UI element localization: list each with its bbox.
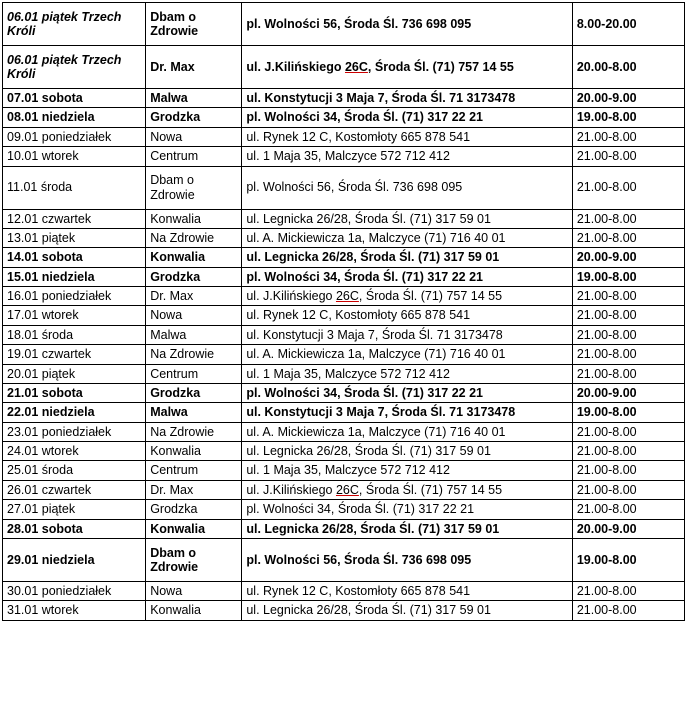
cell-pharmacy-name: Grodzka bbox=[146, 500, 242, 519]
table-row bbox=[3, 287, 685, 306]
cell-address: pl. Wolności 56, Środa Śl. 736 698 095 bbox=[242, 538, 572, 581]
cell-pharmacy-name: Na Zdrowie bbox=[146, 345, 242, 364]
cell-address: ul. Legnicka 26/28, Środa Śl. (71) 317 59 01 bbox=[242, 209, 572, 228]
table-row bbox=[3, 306, 685, 325]
cell-date: 22.01 niedziela bbox=[3, 403, 146, 422]
cell-date: 10.01 wtorek bbox=[3, 147, 146, 166]
cell-hours: 21.00-8.00 bbox=[572, 228, 684, 247]
table-row bbox=[3, 383, 685, 402]
table-row bbox=[3, 461, 685, 480]
schedule-table-body bbox=[3, 3, 685, 621]
table-row bbox=[3, 127, 685, 146]
cell-hours: 21.00-8.00 bbox=[572, 147, 684, 166]
cell-address: ul. Rynek 12 C, Kostomłoty 665 878 541 bbox=[242, 306, 572, 325]
cell-address: ul. Legnicka 26/28, Środa Śl. (71) 317 59 01 bbox=[242, 601, 572, 620]
cell-address: ul. Konstytucji 3 Maja 7, Środa Śl. 71 3173478 bbox=[242, 403, 572, 422]
cell-pharmacy-name: Centrum bbox=[146, 461, 242, 480]
cell-hours: 20.00-8.00 bbox=[572, 46, 684, 89]
cell-date: 08.01 niedziela bbox=[3, 108, 146, 127]
cell-date: 16.01 poniedziałek bbox=[3, 287, 146, 306]
cell-date: 28.01 sobota bbox=[3, 519, 146, 538]
address-prefix: ul. J.Kilińskiego bbox=[246, 289, 336, 303]
cell-address: ul. 1 Maja 35, Malczyce 572 712 412 bbox=[242, 461, 572, 480]
cell-hours: 8.00-20.00 bbox=[572, 3, 684, 46]
cell-pharmacy-name: Grodzka bbox=[146, 267, 242, 286]
cell-pharmacy-name: Dr. Max bbox=[146, 480, 242, 499]
cell-hours: 19.00-8.00 bbox=[572, 538, 684, 581]
table-row bbox=[3, 519, 685, 538]
cell-hours: 21.00-8.00 bbox=[572, 306, 684, 325]
table-row bbox=[3, 364, 685, 383]
cell-date: 23.01 poniedziałek bbox=[3, 422, 146, 441]
table-row bbox=[3, 601, 685, 620]
cell-address: ul. Konstytucji 3 Maja 7, Środa Śl. 71 3173478 bbox=[242, 89, 572, 108]
cell-address: pl. Wolności 34, Środa Śl. (71) 317 22 21 bbox=[242, 383, 572, 402]
cell-pharmacy-name: Dbam o Zdrowie bbox=[146, 538, 242, 581]
cell-date: 27.01 piątek bbox=[3, 500, 146, 519]
table-row bbox=[3, 581, 685, 600]
cell-hours: 21.00-8.00 bbox=[572, 480, 684, 499]
cell-date: 29.01 niedziela bbox=[3, 538, 146, 581]
cell-hours: 20.00-9.00 bbox=[572, 248, 684, 267]
cell-pharmacy-name: Grodzka bbox=[146, 108, 242, 127]
address-prefix: ul. J.Kilińskiego bbox=[246, 482, 336, 497]
cell-hours: 21.00-8.00 bbox=[572, 422, 684, 441]
cell-hours: 21.00-8.00 bbox=[572, 325, 684, 344]
cell-date: 17.01 wtorek bbox=[3, 306, 146, 325]
table-row bbox=[3, 3, 685, 46]
cell-date: 30.01 poniedziałek bbox=[3, 581, 146, 600]
cell-address: ul. A. Mickiewicza 1a, Malczyce (71) 716 40 01 bbox=[242, 345, 572, 364]
cell-address: ul. Konstytucji 3 Maja 7, Środa Śl. 71 3173478 bbox=[242, 325, 572, 344]
cell-address: ul. Legnicka 26/28, Środa Śl. (71) 317 59 01 bbox=[242, 248, 572, 267]
cell-address bbox=[242, 46, 572, 89]
cell-address: ul. Rynek 12 C, Kostomłoty 665 878 541 bbox=[242, 581, 572, 600]
cell-pharmacy-name: Malwa bbox=[146, 403, 242, 422]
cell-hours: 21.00-8.00 bbox=[572, 287, 684, 306]
table-row bbox=[3, 228, 685, 247]
cell-date: 14.01 sobota bbox=[3, 248, 146, 267]
cell-hours: 21.00-8.00 bbox=[572, 601, 684, 620]
table-row bbox=[3, 209, 685, 228]
cell-pharmacy-name: Dr. Max bbox=[146, 46, 242, 89]
cell-pharmacy-name: Centrum bbox=[146, 364, 242, 383]
table-row bbox=[3, 248, 685, 267]
cell-hours: 21.00-8.00 bbox=[572, 442, 684, 461]
table-row bbox=[3, 345, 685, 364]
cell-pharmacy-name: Konwalia bbox=[146, 248, 242, 267]
schedule-table bbox=[2, 2, 685, 621]
address-suffix: , Środa Śl. (71) 757 14 55 bbox=[358, 482, 503, 497]
cell-hours: 20.00-9.00 bbox=[572, 519, 684, 538]
table-row bbox=[3, 480, 685, 499]
table-row bbox=[3, 89, 685, 108]
cell-hours: 21.00-8.00 bbox=[572, 500, 684, 519]
table-row bbox=[3, 538, 685, 581]
cell-hours: 21.00-8.00 bbox=[572, 461, 684, 480]
cell-hours: 20.00-9.00 bbox=[572, 383, 684, 402]
table-row bbox=[3, 442, 685, 461]
cell-pharmacy-name: Nowa bbox=[146, 581, 242, 600]
cell-address: ul. Rynek 12 C, Kostomłoty 665 878 541 bbox=[242, 127, 572, 146]
cell-address: pl. Wolności 56, Środa Śl. 736 698 095 bbox=[242, 3, 572, 46]
cell-pharmacy-name: Dbam o Zdrowie bbox=[146, 3, 242, 46]
cell-pharmacy-name: Konwalia bbox=[146, 442, 242, 461]
cell-pharmacy-name: Na Zdrowie bbox=[146, 422, 242, 441]
cell-pharmacy-name: Konwalia bbox=[146, 209, 242, 228]
cell-address: ul. 1 Maja 35, Malczyce 572 712 412 bbox=[242, 147, 572, 166]
cell-address: pl. Wolności 34, Środa Śl. (71) 317 22 21 bbox=[242, 267, 572, 286]
cell-pharmacy-name: Konwalia bbox=[146, 601, 242, 620]
cell-date: 13.01 piątek bbox=[3, 228, 146, 247]
table-row bbox=[3, 147, 685, 166]
table-row bbox=[3, 500, 685, 519]
table-row bbox=[3, 166, 685, 209]
table-row bbox=[3, 422, 685, 441]
cell-hours: 21.00-8.00 bbox=[572, 581, 684, 600]
cell-hours: 21.00-8.00 bbox=[572, 166, 684, 209]
cell-hours: 21.00-8.00 bbox=[572, 364, 684, 383]
cell-pharmacy-name: Nowa bbox=[146, 127, 242, 146]
cell-pharmacy-name: Nowa bbox=[146, 306, 242, 325]
cell-address: ul. A. Mickiewicza 1a, Malczyce (71) 716 40 01 bbox=[242, 422, 572, 441]
cell-pharmacy-name: Malwa bbox=[146, 325, 242, 344]
table-row bbox=[3, 108, 685, 127]
cell-address: pl. Wolności 34, Środa Śl. (71) 317 22 21 bbox=[242, 500, 572, 519]
cell-hours: 20.00-9.00 bbox=[572, 89, 684, 108]
cell-date: 06.01 piątek Trzech Króli bbox=[3, 46, 146, 89]
table-row bbox=[3, 325, 685, 344]
cell-date: 31.01 wtorek bbox=[3, 601, 146, 620]
cell-address bbox=[242, 287, 572, 306]
cell-date: 24.01 wtorek bbox=[3, 442, 146, 461]
cell-address bbox=[242, 480, 572, 499]
cell-date: 06.01 piątek Trzech Króli bbox=[3, 3, 146, 46]
cell-address: ul. Legnicka 26/28, Środa Śl. (71) 317 59 01 bbox=[242, 442, 572, 461]
cell-pharmacy-name: Centrum bbox=[146, 147, 242, 166]
cell-address: ul. Legnicka 26/28, Środa Śl. (71) 317 59 01 bbox=[242, 519, 572, 538]
cell-date: 20.01 piątek bbox=[3, 364, 146, 383]
address-highlight: 26C bbox=[335, 482, 359, 497]
cell-date: 25.01 środa bbox=[3, 461, 146, 480]
cell-date: 26.01 czwartek bbox=[3, 480, 146, 499]
cell-pharmacy-name: Dbam o Zdrowie bbox=[146, 166, 242, 209]
cell-hours: 19.00-8.00 bbox=[572, 108, 684, 127]
cell-date: 15.01 niedziela bbox=[3, 267, 146, 286]
table-row bbox=[3, 267, 685, 286]
table-row bbox=[3, 403, 685, 422]
cell-address: ul. 1 Maja 35, Malczyce 572 712 412 bbox=[242, 364, 572, 383]
cell-date: 19.01 czwartek bbox=[3, 345, 146, 364]
cell-pharmacy-name: Malwa bbox=[146, 89, 242, 108]
address-suffix: , Środa Śl. (71) 757 14 55 bbox=[358, 289, 503, 303]
table-row bbox=[3, 46, 685, 89]
cell-hours: 21.00-8.00 bbox=[572, 127, 684, 146]
cell-date: 21.01 sobota bbox=[3, 383, 146, 402]
cell-date: 18.01 środa bbox=[3, 325, 146, 344]
cell-date: 07.01 sobota bbox=[3, 89, 146, 108]
cell-address: ul. A. Mickiewicza 1a, Malczyce (71) 716 40 01 bbox=[242, 228, 572, 247]
cell-pharmacy-name: Dr. Max bbox=[146, 287, 242, 306]
cell-address: pl. Wolności 34, Środa Śl. (71) 317 22 21 bbox=[242, 108, 572, 127]
cell-pharmacy-name: Konwalia bbox=[146, 519, 242, 538]
address-highlight: 26C bbox=[344, 59, 368, 74]
cell-hours: 21.00-8.00 bbox=[572, 209, 684, 228]
cell-pharmacy-name: Na Zdrowie bbox=[146, 228, 242, 247]
cell-hours: 19.00-8.00 bbox=[572, 267, 684, 286]
cell-date: 09.01 poniedziałek bbox=[3, 127, 146, 146]
cell-hours: 21.00-8.00 bbox=[572, 345, 684, 364]
address-prefix: ul. J.Kilińskiego bbox=[246, 59, 345, 74]
cell-date: 11.01 środa bbox=[3, 166, 146, 209]
address-highlight: 26C bbox=[335, 289, 359, 303]
cell-address: pl. Wolności 56, Środa Śl. 736 698 095 bbox=[242, 166, 572, 209]
address-suffix: , Środa Śl. (71) 757 14 55 bbox=[367, 59, 514, 74]
cell-hours: 19.00-8.00 bbox=[572, 403, 684, 422]
cell-pharmacy-name: Grodzka bbox=[146, 383, 242, 402]
cell-date: 12.01 czwartek bbox=[3, 209, 146, 228]
